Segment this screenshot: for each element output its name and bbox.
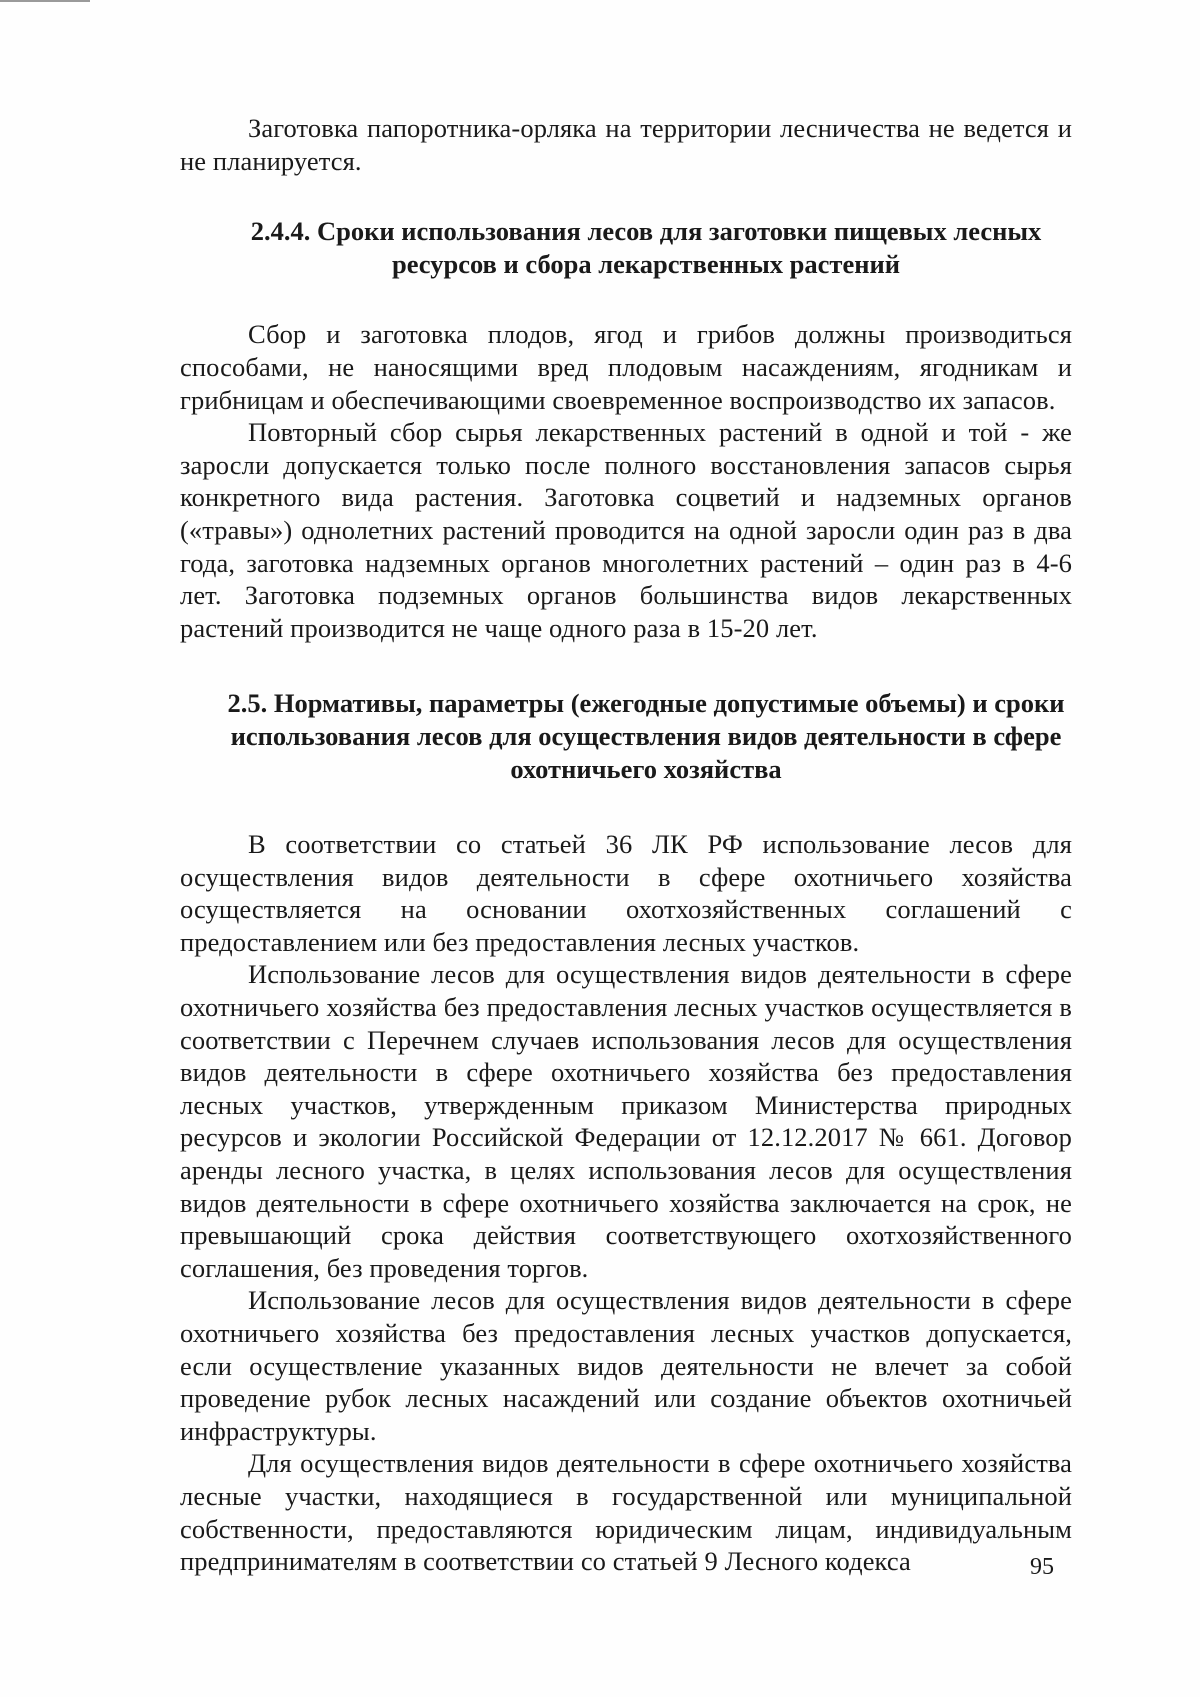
paragraph: Для осуществления видов деятельности в сфере охотничьего хозяйства лесные участки, находящиеся в государственной или муниципальной собственности, предоставляются юридическим лицам, индивидуальным предпринимателям в соответствии со статьей 9 Лесного кодекса — [180, 1448, 1072, 1577]
paragraph: Повторный сбор сырья лекарственных растений в одной и той - же заросли допускается только после полного восстановления запасов сырья конкретного вида растения. Заготовка соцветий и надземных органов («травы») однолетних растений проводится на одной заросли один раз в два года, заготовка надземных органов многолетних растений – один раз в 4-6 лет. Заготовка подземных органов большинства видов лекарственных растений производится не чаще одного раза в 15-20 лет. — [180, 417, 1072, 643]
section-heading: 2.4.4. Сроки использования лесов для заготовки пищевых лесных ресурсов и сбора лекарственных растений — [250, 216, 1042, 279]
paragraph: Использование лесов для осуществления видов деятельности в сфере охотничьего хозяйства без предоставления лесных участков осуществляется в соответствии с Перечнем случаев использования лесов для осуществления видов деятельности в сфере охотничьего хозяйства без предоставления лесных участков, утвержденным приказом Министерства природных ресурсов и экологии Российской Федерации от 12.12.2017 № 661. Договор аренды лесного участка, в целях использования лесов для осуществления видов деятельности в сфере охотничьего хозяйства заключается на срок, не превышающий срока действия соответствующего охотхозяйственного соглашения, без проведения торгов. — [180, 959, 1072, 1283]
page-number: 95 — [1030, 1554, 1054, 1580]
page-content — [180, 112, 1072, 1578]
section-heading: 2.5. Нормативы, параметры (ежегодные допустимые объемы) и сроки использования лесов для осуществления видов деятельности в сфере охотничьего хозяйства — [227, 688, 1065, 784]
paragraph: В соответствии со статьей 36 ЛК РФ использование лесов для осуществления видов деятельности в сфере охотничьего хозяйства осуществляется на основании охотхозяйственных соглашений с предоставлением или без предоставления лесных участков. — [180, 829, 1072, 957]
paragraph: Заготовка папоротника-орляка на территории лесничества не ведется и не планируется. — [180, 113, 1072, 176]
scan-artifact — [0, 0, 90, 2]
paragraph: Сбор и заготовка плодов, ягод и грибов должны производиться способами, не наносящими вред плодовым насаждениям, ягодникам и грибницам и обеспечивающими своевременное воспроизводство их запасов. — [180, 319, 1072, 415]
paragraph: Использование лесов для осуществления видов деятельности в сфере охотничьего хозяйства без предоставления лесных участков допускается, если осуществление указанных видов деятельности не влечет за собой проведение рубок лесных насаждений или создание объектов охотничьей инфраструктуры. — [180, 1285, 1072, 1446]
